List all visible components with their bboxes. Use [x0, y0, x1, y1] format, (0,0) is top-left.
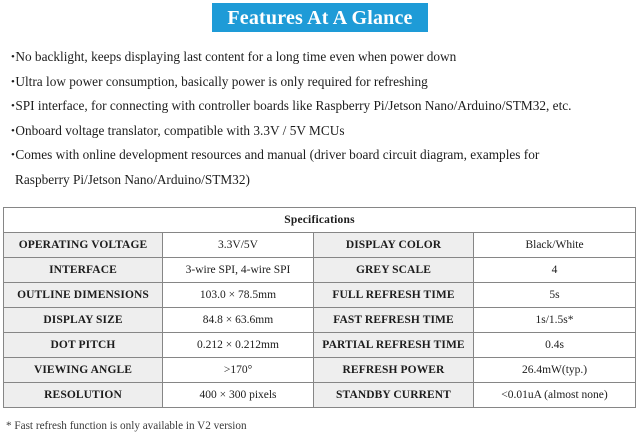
spec-label: FAST REFRESH TIME — [314, 308, 474, 333]
spec-label: RESOLUTION — [4, 383, 163, 408]
features-banner — [212, 3, 428, 32]
spec-label: DISPLAY SIZE — [4, 308, 163, 333]
spec-value: 400 × 300 pixels — [163, 383, 314, 408]
bullet-icon: • — [11, 75, 15, 88]
list-item — [11, 119, 640, 144]
spec-value: 5s — [474, 283, 636, 308]
list-item — [11, 45, 640, 70]
spec-value: 4 — [474, 258, 636, 283]
banner-row — [0, 0, 640, 36]
spec-label: OPERATING VOLTAGE — [4, 233, 163, 258]
list-item — [11, 70, 640, 95]
table-header-row — [4, 208, 636, 233]
specifications-section — [3, 207, 635, 408]
list-item-label: No backlight, keeps displaying last content for a long time even when power down — [15, 49, 457, 64]
spec-label: DOT PITCH — [4, 333, 163, 358]
bullet-icon: • — [11, 124, 15, 137]
list-item — [11, 94, 640, 119]
specifications-title: Specifications — [4, 208, 636, 233]
spec-label: GREY SCALE — [314, 258, 474, 283]
table-row — [4, 308, 636, 333]
spec-value: 1s/1.5s* — [474, 308, 636, 333]
spec-value: 0.4s — [474, 333, 636, 358]
page-title: Features At A Glance — [227, 6, 413, 29]
spec-label: FULL REFRESH TIME — [314, 283, 474, 308]
spec-label: OUTLINE DIMENSIONS — [4, 283, 163, 308]
list-item-continuation: Raspberry Pi/Jetson Nano/Arduino/STM32) — [15, 171, 250, 187]
list-item-label: Ultra low power consumption, basically power is only required for refreshing — [15, 73, 428, 89]
table-row — [4, 233, 636, 258]
bullet-icon: • — [11, 51, 15, 63]
list-item-label: Comes with online development resources and manual (driver board circuit diagram, examples for — [15, 147, 540, 162]
table-row — [4, 258, 636, 283]
list-item — [11, 143, 640, 168]
spec-label: VIEWING ANGLE — [4, 358, 163, 383]
spec-value: 3.3V/5V — [163, 233, 314, 258]
table-row — [4, 283, 636, 308]
spec-value: 84.8 × 63.6mm — [163, 308, 314, 333]
spec-value: 103.0 × 78.5mm — [163, 283, 314, 308]
footnote: * Fast refresh function is only available in V2 version — [6, 420, 247, 432]
spec-value: Black/White — [474, 233, 636, 258]
spec-label: DISPLAY COLOR — [314, 233, 474, 258]
spec-value: 0.212 × 0.212mm — [163, 333, 314, 358]
spec-label: STANDBY CURRENT — [314, 383, 474, 408]
table-row — [4, 333, 636, 358]
bullet-icon: • — [11, 149, 15, 161]
spec-label: INTERFACE — [4, 258, 163, 283]
specifications-table — [3, 207, 636, 408]
list-item-label: SPI interface, for connecting with controller boards like Raspberry Pi/Jetson Nano/Arduino/STM32, etc. — [15, 98, 572, 113]
spec-value: >170° — [163, 358, 314, 383]
bullet-icon: • — [11, 100, 15, 112]
spec-value: <0.01uA (almost none) — [474, 383, 636, 408]
features-list — [0, 36, 640, 191]
spec-label: PARTIAL REFRESH TIME — [314, 333, 474, 358]
list-item-label: Onboard voltage translator, compatible with 3.3V / 5V MCUs — [15, 122, 345, 138]
spec-label: REFRESH POWER — [314, 358, 474, 383]
spec-value: 26.4mW(typ.) — [474, 358, 636, 383]
spec-value: 3-wire SPI, 4-wire SPI — [163, 258, 314, 283]
table-row — [4, 358, 636, 383]
table-row — [4, 383, 636, 408]
